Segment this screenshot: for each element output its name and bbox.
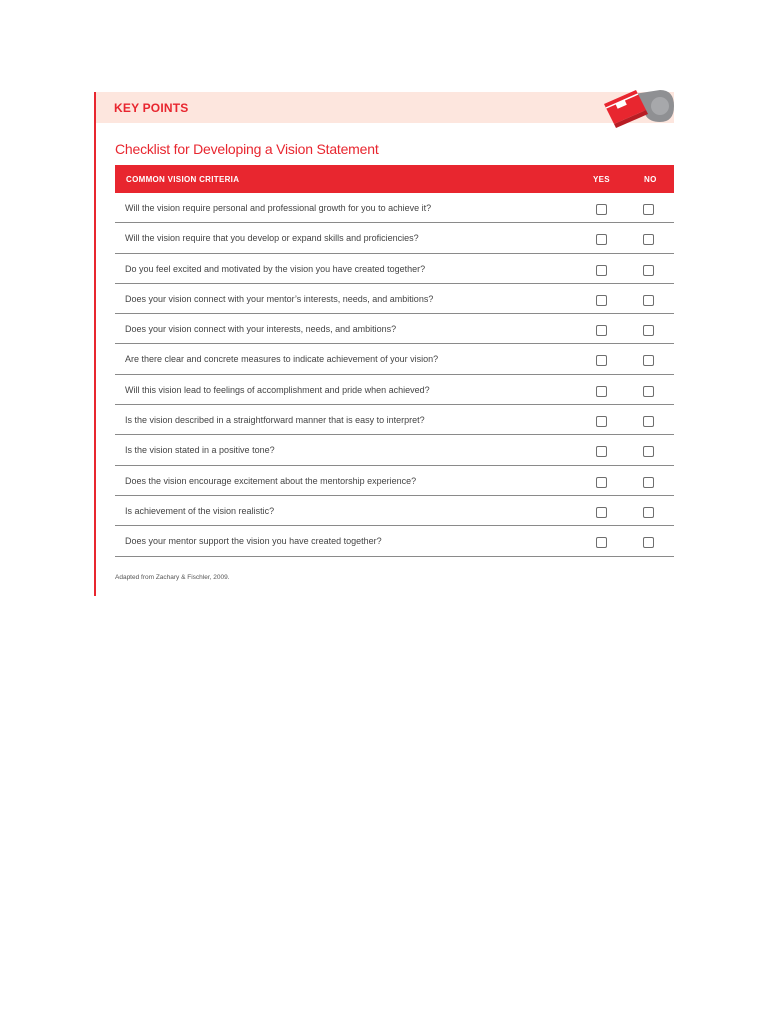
table-row xyxy=(115,405,674,435)
table-row xyxy=(115,344,674,374)
question-text: Is the vision stated in a positive tone? xyxy=(125,445,275,456)
table-row xyxy=(115,223,674,253)
banner-label: KEY POINTS xyxy=(114,101,189,115)
whistle-icon xyxy=(598,82,678,134)
question-text: Will the vision require personal and professional growth for you to achieve it? xyxy=(125,203,432,213)
no-checkbox[interactable] xyxy=(643,446,654,457)
table-row xyxy=(115,314,674,344)
no-checkbox[interactable] xyxy=(643,265,654,276)
question-text: Will the vision require that you develop or expand skills and proficiencies? xyxy=(125,233,419,244)
checklist-table xyxy=(115,165,674,557)
table-row xyxy=(115,435,674,465)
no-checkbox[interactable] xyxy=(643,204,654,215)
source-footnote: Adapted from Zachary & Fischler, 2009. xyxy=(115,574,230,581)
table-row xyxy=(115,193,674,223)
header-yes: YES xyxy=(593,175,610,184)
yes-checkbox[interactable] xyxy=(596,507,607,518)
yes-checkbox[interactable] xyxy=(596,325,607,336)
question-text: Does your vision connect with your interests, needs, and ambitions? xyxy=(125,324,397,335)
question-text: Is achievement of the vision realistic? xyxy=(125,505,275,516)
yes-checkbox[interactable] xyxy=(596,446,607,457)
no-checkbox[interactable] xyxy=(643,234,654,245)
table-row xyxy=(115,496,674,526)
yes-checkbox[interactable] xyxy=(596,295,607,306)
table-header xyxy=(115,165,674,193)
table-row xyxy=(115,254,674,284)
yes-checkbox[interactable] xyxy=(596,355,607,366)
no-checkbox[interactable] xyxy=(643,325,654,336)
yes-checkbox[interactable] xyxy=(596,234,607,245)
question-text: Do you feel excited and motivated by the vision you have created together? xyxy=(125,263,426,274)
yes-checkbox[interactable] xyxy=(596,537,607,548)
yes-checkbox[interactable] xyxy=(596,386,607,397)
question-text: Will this vision lead to feelings of accomplishment and pride when achieved? xyxy=(125,384,430,395)
document-title: Checklist for Developing a Vision Statement xyxy=(115,141,379,157)
header-no: NO xyxy=(644,175,657,184)
yes-checkbox[interactable] xyxy=(596,204,607,215)
yes-checkbox[interactable] xyxy=(596,265,607,276)
table-row xyxy=(115,284,674,314)
no-checkbox[interactable] xyxy=(643,386,654,397)
question-text: Are there clear and concrete measures to indicate achievement of your vision? xyxy=(125,354,439,365)
table-row xyxy=(115,526,674,556)
question-text: Does the vision encourage excitement about the mentorship experience? xyxy=(125,475,417,486)
yes-checkbox[interactable] xyxy=(596,416,607,427)
no-checkbox[interactable] xyxy=(643,295,654,306)
no-checkbox[interactable] xyxy=(643,507,654,518)
question-text: Is the vision described in a straightforward manner that is easy to interpret? xyxy=(125,415,425,426)
header-criteria: COMMON VISION CRITERIA xyxy=(126,175,240,184)
no-checkbox[interactable] xyxy=(643,355,654,366)
no-checkbox[interactable] xyxy=(643,416,654,427)
left-accent-rule xyxy=(94,92,96,596)
key-points-banner xyxy=(96,92,674,123)
no-checkbox[interactable] xyxy=(643,537,654,548)
question-text: Does your vision connect with your mentor’s interests, needs, and ambitions? xyxy=(125,293,434,304)
yes-checkbox[interactable] xyxy=(596,477,607,488)
no-checkbox[interactable] xyxy=(643,477,654,488)
question-text: Does your mentor support the vision you have created together? xyxy=(125,536,382,547)
table-row xyxy=(115,466,674,496)
table-row xyxy=(115,375,674,405)
